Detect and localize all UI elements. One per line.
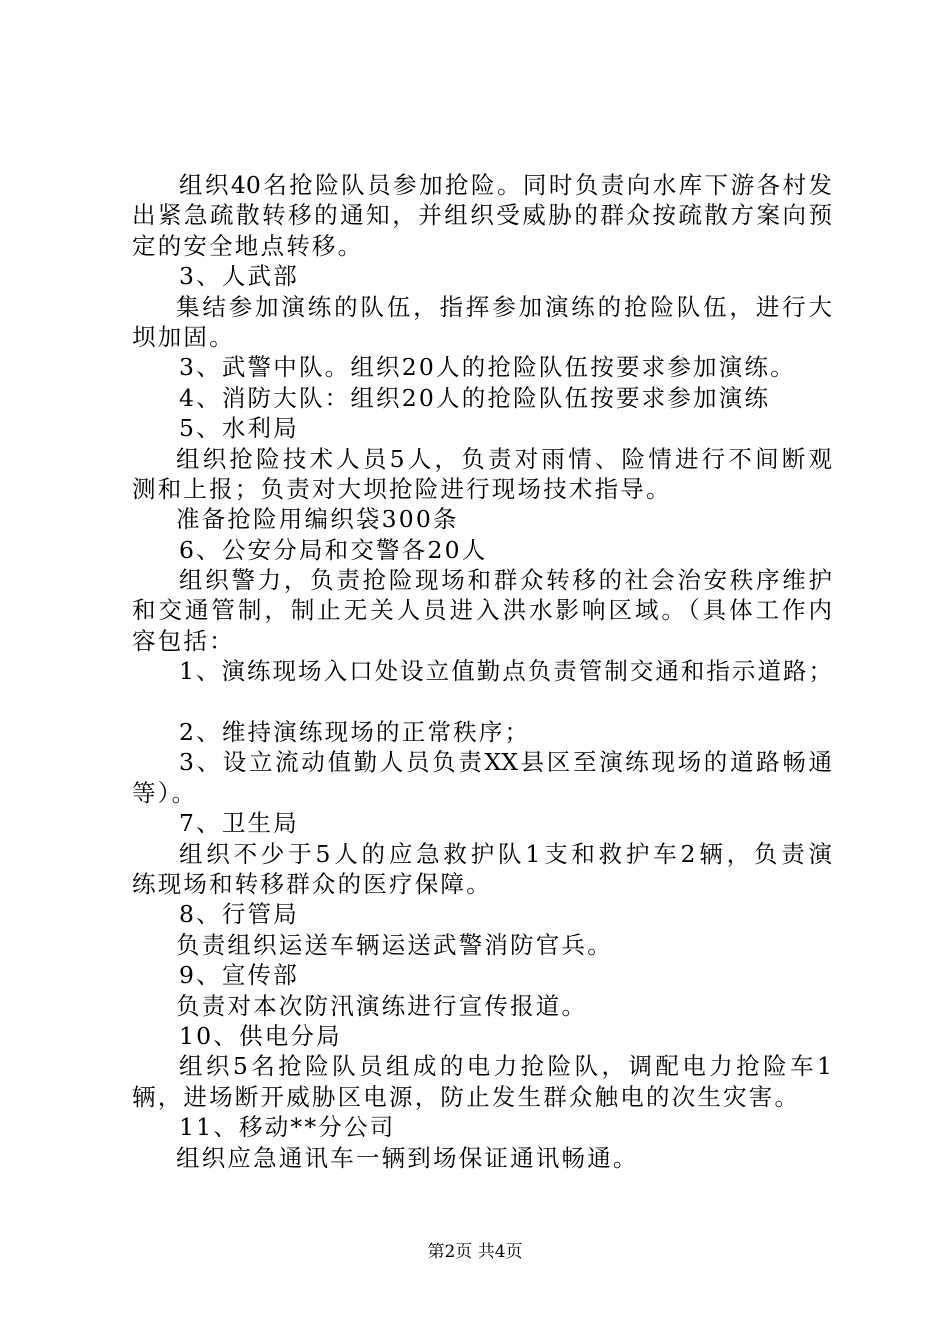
paragraph-line: 组织不少于5人的应急救护队1支和救护车2辆，负责演 [179,839,832,868]
section-heading: 5、水利局 [179,414,299,443]
paragraph-line: 组织5名抢险队员组成的电力抢险队，调配电力抢险车1 [179,1052,832,1081]
section-heading: 3、武警中队。组织20人的抢险队伍按要求参加演练。 [179,353,796,382]
paragraph-line: 测和上报；负责对大坝抢险进行现场技术指导。 [132,474,672,503]
paragraph-line: 组织警力，负责抢险现场和群众转移的社会治安秩序维护 [179,566,832,595]
paragraph-line: 和交通管制，制止无关人员进入洪水影响区域。（具体工作内 [132,596,832,625]
section-heading: 4、消防大队：组织20人的抢险队伍按要求参加演练 [179,383,771,412]
paragraph-line: 组织40名抢险队员参加抢险。同时负责向水库下游各村发 [179,171,832,199]
list-item: 2、维持演练现场的正常秩序； [179,718,531,747]
paragraph-line: 坝加固。 [132,322,235,351]
paragraph-line: 辆，进场断开威胁区电源，防止发生群众触电的次生灾害。 [132,1082,801,1111]
paragraph-line: 等）。 [132,778,198,807]
paragraph-line: 容包括： [132,626,235,655]
paragraph-line: 出紧急疏散转移的通知，并组织受威胁的群众按疏散方案向预 [132,201,832,230]
section-heading: 10、供电分局 [179,1021,342,1050]
list-item: 1、演练现场入口处设立值勤点负责管制交通和指示道路； [179,657,832,686]
section-heading: 6、公安分局和交警各20人 [179,535,488,564]
document-body [132,170,832,1173]
list-item: 3、设立流动值勤人员负责XX县区至演练现场的道路畅通 [179,748,832,777]
paragraph-line: 组织应急通讯车一辆到场保证通讯畅通。 [176,1143,639,1172]
section-heading: 11、移动**分公司 [179,1113,396,1142]
page-number: 第2页 共4页 [427,1242,523,1262]
paragraph-line: 组织抢险技术人员5人，负责对雨情、险情进行不间断观 [176,444,832,473]
section-heading: 8、行管局 [179,900,299,929]
paragraph-line: 负责对本次防汛演练进行宣传报道。 [176,991,588,1020]
blank-line [132,687,832,717]
paragraph-line: 负责组织运送车辆运送武警消防官兵。 [176,930,613,959]
paragraph-line: 集结参加演练的队伍，指挥参加演练的抢险队伍，进行大 [176,292,832,321]
paragraph-line: 定的安全地点转移。 [132,231,364,260]
section-heading: 9、宣传部 [179,961,299,990]
section-heading: 7、卫生局 [179,809,299,838]
section-heading: 3、人武部 [179,262,299,291]
paragraph-line: 练现场和转移群众的医疗保障。 [132,869,492,898]
paragraph-line: 准备抢险用编织袋300条 [176,505,459,534]
